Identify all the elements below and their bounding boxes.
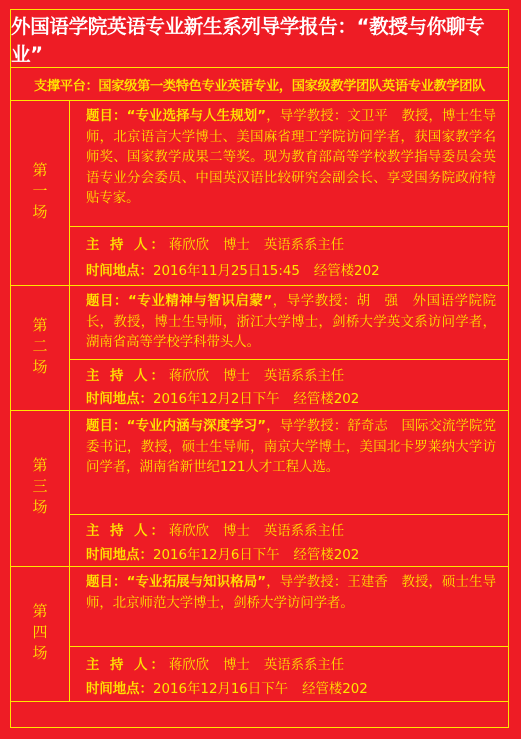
topic-title: “专业内涵与深度学习” [126, 419, 267, 434]
time-value: 2016年12月6日下午 [152, 548, 280, 563]
venue: 经管楼202 [293, 392, 360, 407]
host-label: 主 持 人： [86, 658, 167, 673]
session-description [70, 411, 508, 515]
time-label: 时间地点： [86, 264, 153, 279]
topic-label: 题目： [86, 419, 127, 434]
host-label: 主 持 人： [86, 238, 167, 253]
session-3 [10, 411, 509, 567]
venue: 经管楼202 [313, 264, 380, 279]
session-content [70, 101, 508, 285]
session-label: 第三场 [11, 411, 70, 566]
session-label: 第二场 [11, 286, 70, 410]
host-line [86, 654, 500, 673]
time-line [86, 388, 500, 407]
session-content [70, 567, 508, 701]
time-value: 2016年11月25日15:45 [152, 264, 300, 279]
session-description [70, 286, 508, 360]
host-dept: 英语系系主任 [263, 658, 345, 673]
topic-title: “专业选择与人生规划” [126, 109, 267, 124]
speaker-bio: ，导学教授：舒奇志 国际交流学院党委书记，教授，硕士生导师，南京大学博士，美国北卡罗莱纳大学访问学者，湖南省新世纪121人才工程人选。 [86, 419, 497, 476]
time-label: 时间地点： [86, 682, 153, 697]
host-label: 主 持 人： [86, 369, 167, 384]
topic-label: 题目： [86, 575, 127, 590]
topic-title: “专业拓展与知识格局” [126, 575, 267, 590]
host-title: 博士 [223, 369, 250, 384]
time-value: 2016年12月16日下午 [152, 682, 289, 697]
poster-title: 外国语学院英语专业新生系列导学报告：“教授与你聊专业” [10, 9, 509, 68]
topic-title: “专业精神与智识启蒙” [127, 294, 273, 309]
time-line [86, 260, 500, 279]
host-dept: 英语系系主任 [263, 524, 345, 539]
time-label: 时间地点： [86, 548, 153, 563]
session-content [70, 411, 508, 566]
host-title: 博士 [223, 238, 250, 253]
host-title: 博士 [223, 524, 250, 539]
time-line [86, 678, 500, 697]
time-line [86, 544, 500, 563]
host-name: 蒋欣欣 [168, 369, 210, 384]
speaker-bio: ，导学教授：文卫平 教授，博士生导师，北京语言大学博士、美国麻省理工学院访问学者，获国家教学名师奖、国家教学成果二等奖。现为教育部高等学校教学指导委员会英语专业分会委员、中国英汉语比较研究会副会长、享受国务院政府特贴专家。 [86, 109, 497, 207]
session-1 [10, 101, 509, 286]
host-name: 蒋欣欣 [168, 238, 210, 253]
host-line [86, 234, 500, 253]
session-label: 第四场 [11, 567, 70, 701]
session-2 [10, 286, 509, 411]
topic-label: 题目： [86, 294, 128, 309]
session-description [70, 101, 508, 227]
host-name: 蒋欣欣 [168, 658, 210, 673]
session-label: 第一场 [11, 101, 70, 285]
host-label: 主 持 人： [86, 524, 167, 539]
speaker-bio: ，导学教授：王建香 教授，硕士生导师，北京师范大学博士，剑桥大学访问学者。 [86, 575, 497, 611]
topic-label: 题目： [86, 109, 127, 124]
venue: 经管楼202 [293, 548, 360, 563]
time-value: 2016年12月2日下午 [152, 392, 280, 407]
time-label: 时间地点： [86, 392, 153, 407]
host-dept: 英语系系主任 [263, 369, 345, 384]
support-platform: 支撑平台：国家级第一类特色专业英语专业，国家级教学团队英语专业教学团队 [10, 68, 509, 101]
host-line [86, 520, 500, 539]
host-line [86, 365, 500, 384]
venue: 经管楼202 [302, 682, 368, 697]
session-content [70, 286, 508, 410]
speaker-bio: ，导学教授：胡 强 外国语学院院长，教授，博士生导师，浙江大学博士，剑桥大学英文系访问学者，湖南省高等学校学科带头人。 [86, 294, 497, 351]
session-description [70, 567, 508, 647]
host-dept: 英语系系主任 [263, 238, 345, 253]
session-4 [10, 567, 509, 702]
host-name: 蒋欣欣 [168, 524, 210, 539]
host-title: 博士 [223, 658, 250, 673]
